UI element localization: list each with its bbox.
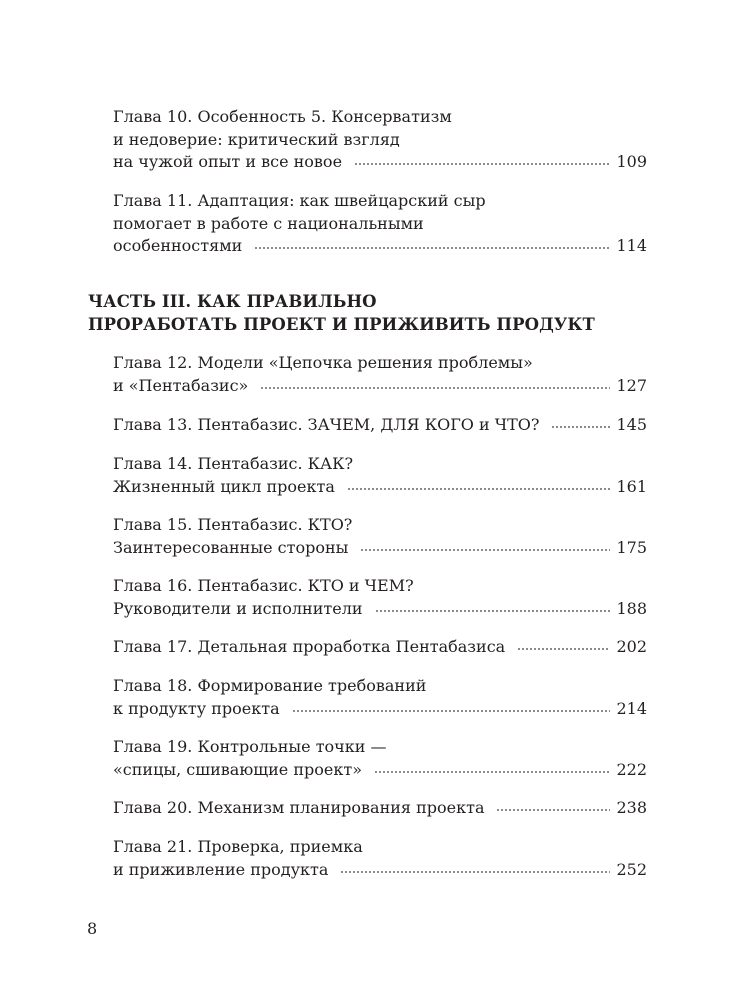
toc-page-number: 175 bbox=[616, 537, 647, 557]
dot-leader bbox=[496, 808, 610, 812]
dot-leader bbox=[354, 162, 610, 166]
part-heading-line: ПРОРАБОТАТЬ ПРОЕКТ И ПРИЖИВИТЬ ПРОДУКТ bbox=[88, 315, 595, 334]
toc-page-number: 252 bbox=[616, 859, 647, 879]
toc-page-number: 202 bbox=[616, 637, 647, 656]
toc-entry-title-line: Глава 12. Модели «Цепочка решения проблемы» bbox=[113, 353, 533, 372]
dot-leader bbox=[260, 386, 610, 390]
toc-entry-title-line: Руководители и исполнители bbox=[113, 598, 363, 618]
toc-entry-title-line: Глава 21. Проверка, приемка bbox=[113, 837, 363, 856]
toc-page-number: 114 bbox=[616, 236, 647, 255]
page-number: 8 bbox=[87, 919, 98, 938]
toc-entry-chapter-21 bbox=[113, 836, 647, 881]
dot-leader bbox=[292, 709, 611, 713]
toc-page-number: 222 bbox=[616, 759, 647, 779]
toc-entry-chapter-20 bbox=[113, 797, 647, 820]
toc-entry-title-line: к продукту проекта bbox=[113, 698, 280, 718]
toc-entry-title-line: Глава 18. Формирование требований bbox=[113, 676, 427, 695]
toc-page-number: 238 bbox=[616, 798, 647, 817]
toc-page-number: 145 bbox=[616, 415, 647, 434]
toc-entry-title-line: на чужой опыт и все новое bbox=[113, 152, 343, 171]
toc-page-number: 214 bbox=[616, 698, 647, 718]
toc-entry-title-line: Глава 20. Механизм планирования проекта bbox=[113, 798, 485, 817]
toc-entry-title-line: Глава 10. Особенность 5. Консерватизм bbox=[113, 107, 452, 126]
toc-entry-chapter-15 bbox=[113, 514, 647, 559]
toc-entry-chapter-11 bbox=[113, 190, 647, 258]
toc-entry-chapter-19 bbox=[113, 736, 647, 781]
toc-entry-title-line: Заинтересованные стороны bbox=[113, 537, 349, 557]
toc-entry-title-line: Глава 13. Пентабазис. ЗАЧЕМ, ДЛЯ КОГО и ЧТО? bbox=[113, 415, 540, 434]
toc-entry-title-line: Глава 19. Контрольные точки — bbox=[113, 737, 387, 756]
toc-entry-chapter-17 bbox=[113, 636, 647, 659]
toc-entry-chapter-13 bbox=[113, 414, 647, 437]
toc-entry-title-line: Глава 11. Адаптация: как швейцарский сыр bbox=[113, 191, 486, 210]
toc-page-number: 109 bbox=[616, 152, 647, 171]
part-heading bbox=[88, 290, 648, 336]
toc-entry-title-line: «спицы, сшивающие проект» bbox=[113, 759, 362, 779]
part-heading-line: ЧАСТЬ III. КАК ПРАВИЛЬНО bbox=[88, 292, 377, 311]
toc-entry-title-line: помогает в работе с национальными bbox=[113, 213, 424, 233]
toc-entry-title-line: и «Пентабазис» bbox=[113, 375, 249, 395]
toc-entry-title-line: Глава 17. Детальная проработка Пентабазиса bbox=[113, 637, 506, 656]
toc-entry-title-line: и приживление продукта bbox=[113, 859, 329, 879]
toc-entry-title-line: и недоверие: критический взгляд bbox=[113, 129, 400, 149]
toc-entry-title-line: Глава 15. Пентабазис. КТО? bbox=[113, 515, 353, 534]
toc-entry-title-line: Глава 16. Пентабазис. КТО и ЧЕМ? bbox=[113, 576, 414, 595]
dot-leader bbox=[551, 425, 610, 429]
dot-leader bbox=[517, 647, 610, 651]
toc-entry-title-line: Глава 14. Пентабазис. КАК? bbox=[113, 454, 354, 473]
toc-entry-title-line: Жизненный цикл проекта bbox=[113, 476, 335, 496]
toc-page-number: 161 bbox=[616, 476, 647, 496]
toc-page-number: 127 bbox=[616, 375, 647, 395]
toc-page-number: 188 bbox=[616, 598, 647, 618]
dot-leader bbox=[360, 548, 610, 552]
toc-entry-chapter-10 bbox=[113, 106, 647, 174]
toc-entry-title-line: особенностями bbox=[113, 236, 243, 255]
toc-entry-chapter-12 bbox=[113, 352, 647, 397]
toc-entry-chapter-16 bbox=[113, 575, 647, 620]
dot-leader bbox=[374, 770, 610, 774]
toc-entry-chapter-18 bbox=[113, 675, 647, 720]
dot-leader bbox=[347, 487, 611, 491]
dot-leader bbox=[340, 870, 610, 874]
dot-leader bbox=[254, 246, 610, 250]
dot-leader bbox=[375, 609, 611, 613]
toc-entry-chapter-14 bbox=[113, 453, 647, 498]
